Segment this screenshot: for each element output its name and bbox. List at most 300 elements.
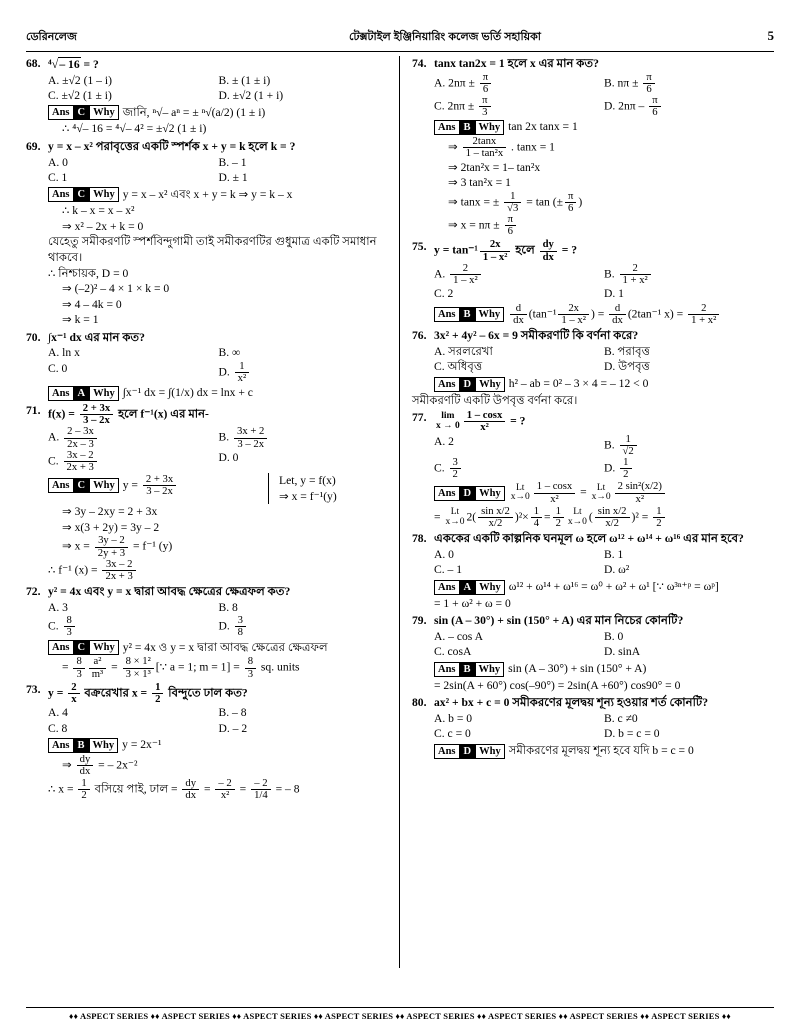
q75-tail: = ? [558,243,578,257]
q73-f1-num: 2 [68,682,79,694]
q72-s2-d: m³ [91,667,104,680]
why-label: Why [479,378,501,390]
q74-c-den: 3 [482,106,488,119]
q74-c-num: π [479,95,490,107]
q74-b-num: π [643,72,654,84]
q77-f-den: x² [480,421,489,434]
q71-sol-lead: y = [122,478,141,492]
q71-a-den: 2x – 3 [67,437,94,450]
q78-option-b[interactable]: B. 1 [604,547,624,561]
q76-option-d[interactable]: D. উপবৃত্ত [604,360,650,374]
q69-solution-1: y = x – x² এবং x + y = k ⇒ y = k – x [122,187,293,201]
q75-t-num: 2x [480,239,511,251]
q77-l2-f2n: 1 [553,506,564,518]
answer-label: Ans [438,581,456,593]
q77-solution-2: = Lt x→0 2( $\frac{\text{sin x/2}}{x/2}$ )²× $\frac{1}{4}$ = $\frac{1}{2}$ Lt x→0 ( $\frac{\text{sin x/2}}{x/2}$ )² = $\frac{1}{2}$ [434,506,774,529]
question-75-number: 75. [412,240,427,254]
q73-s3-n: 1 [78,778,89,790]
q76-option-a[interactable]: A. সরলরেখা [434,344,493,358]
q71-option-b[interactable]: B. $\frac{3x + 2}{3 - 2x}$ [219,426,390,449]
question-79-number: 79. [412,614,427,628]
q75-t-den: 1 – x² [482,250,508,263]
q70-option-d[interactable]: D. $\frac{1}{\text{x²}}$ [219,361,390,384]
question-80-number: 80. [412,696,427,710]
q69-solution-7: ⇒ 4 – 4k = 0 [62,297,122,311]
why-label: Why [479,745,501,757]
q79-option-d[interactable]: D. sinA [604,645,641,659]
question-75-text [434,239,774,262]
q73-s3-mid: বসিয়ে পাই, ঢাল = [91,781,181,795]
q72-option-c[interactable]: C. $\frac{8}{3}$ [48,615,219,638]
answer-letter: B [459,663,476,676]
q77-l2-num: sin x/2 [478,506,513,518]
q77-l2-den: x/2 [488,517,503,530]
q72-option-d[interactable]: D. $\frac{3}{8}$ [219,615,390,638]
question-74-text: tanx tan2x = 1 হলে x এর মান কত? [434,57,599,70]
q73-mid: বক্ররেখার x = [81,686,151,700]
q76-solution-2: সমীকরণটি একটি উপবৃত্ত বর্ণনা করে। [412,393,578,407]
question-77-text [434,410,774,433]
q69-option-b[interactable]: B. – 1 [218,155,247,169]
q72-s2-e: 8 × 1² [123,656,154,668]
q77-l1-c: Lt [596,482,606,493]
q72-solution-1: y² = 4x ও y = x দ্বারা আবদ্ধ ক্ষেত্রের ক্ষেত্রফল [122,640,328,654]
q78-option-d[interactable]: D. ω² [604,563,630,577]
q69-solution-2: ∴ k – x = x – x² [62,204,135,218]
q80-option-b[interactable]: B. c ≠0 [604,711,638,725]
q72-s2-g: 8 [245,656,256,668]
answer-letter: C [73,479,91,492]
q73-option-c[interactable]: C. 8 [48,721,68,735]
q76-answer-row [434,376,774,392]
q72-s2-h: 3 [247,667,254,680]
answer-tag [434,120,504,135]
q72-option-a[interactable]: A. 3 [48,600,68,614]
q73-f2-den: 2 [155,693,161,706]
q74-s4-pd: 6 [568,201,574,214]
q77-answer-row: Ans D Why Lt x→0 $\frac{1 - \cos x}{\text{x²}}$ = Lt x→0 $\frac{\text{2 sin²(x/2)}}{\text{x²}}$ [434,481,774,504]
question-69-text: y = x – x² পরাবৃত্তের একটি স্পর্শক x + y = k হলে k = ? [48,139,296,153]
q73-s3-eq: = [201,781,214,795]
q80-option-d[interactable]: D. b = c = 0 [604,727,660,741]
q71-a-num: 2 – 3x [64,426,97,438]
q75-option-b[interactable]: B. $\frac{2}{\text{1 + x²}}$ [604,263,774,286]
q69-solution-3: ⇒ x² – 2x + k = 0 [62,219,144,233]
question-73-text [48,682,389,705]
why-label: Why [478,663,501,675]
answer-tag [434,307,504,322]
q77-l2-m1: × [522,510,529,524]
q71-s3-den: 2y + 3 [97,546,126,559]
q72-c-num: 8 [64,615,75,627]
q75-d-num: dy [540,239,557,251]
q78-option-a[interactable]: A. 0 [434,547,454,561]
answer-letter: B [73,739,90,752]
answer-letter: D [459,378,477,391]
q73-s3-tail2: = – 8 [272,781,300,795]
q78-option-c[interactable]: C. – 1 [434,563,463,577]
q74-d-lead: D. 2nπ – [604,99,648,113]
q74-d-den: 6 [652,106,658,119]
question-76 [412,328,774,408]
q77-l1-den2: x² [635,492,645,505]
page-header [26,28,774,50]
answer-tag [48,386,119,401]
q68-option-c[interactable]: C. ±√2 (1 ± i) [48,89,112,103]
q69-option-a[interactable]: A. 0 [48,155,68,169]
q75-d2-den: dx [612,314,623,327]
answer-label: Ans [438,663,456,675]
q79-solution-1: sin (A – 30°) + sin (150° + A) [508,661,647,675]
q75-d1-num: d [510,303,527,315]
q73-option-d[interactable]: D. – 2 [218,721,248,735]
answer-label: Ans [52,740,70,752]
q72-s2-f: 3 × 1³ [125,667,151,680]
q80-solution-1: সমীকরণের মূলদ্বয় শূন্য হবে যদি b = c = 0 [508,743,694,757]
q74-b-den: 6 [646,82,652,95]
q75-a-num: 2 [450,263,481,275]
q77-option-b[interactable]: B. $\frac{1}{√2}$ [604,434,774,457]
question-71-number: 71. [26,403,41,417]
q77-option-d[interactable]: D. $\frac{1}{2}$ [604,457,774,480]
question-68 [26,56,389,137]
why-label: Why [93,387,115,399]
q71-tail: হলে f⁻¹(x) এর মান- [115,407,209,421]
q77-l2-fin-d: 2 [656,517,662,530]
q75-eq: = [594,307,608,321]
q74-s4-pn: π [565,191,576,203]
q74-s1-den: 1 – tan²x [465,147,504,160]
q77-l2-f1d: 4 [533,517,540,530]
q71-solution-3 [62,535,389,558]
q73-s3-eq2: = [236,781,250,795]
q69-solution-8: ⇒ k = 1 [62,313,99,327]
q73-s2-num: dy [77,754,94,766]
q72-c-den: 3 [66,626,72,639]
header-title: টেক্সটাইল ইঞ্জিনিয়ারিং কলেজ ভর্তি সহায়িকা [349,31,541,43]
q77-l2-s: 2 [466,510,473,524]
answer-letter: B [459,121,476,134]
q74-option-a[interactable] [434,72,604,95]
question-80 [412,695,774,758]
q78-solution-1: ω¹² + ω¹⁴ + ω¹⁶ = ω⁰ + ω² + ω¹ [∵ ω³ⁿ⁺ᵖ = ωᵖ] [508,579,719,593]
q77-l1-d2: x→0 [591,492,611,503]
question-70-text: ∫x⁻¹ dx এর মান কত? [48,330,145,344]
q80-option-a[interactable]: A. b = 0 [434,711,473,725]
answer-label: Ans [438,745,456,757]
q77-option-c[interactable]: C. $\frac{3}{2}$ [434,457,604,480]
q73-s3-num3: – 2 [215,778,234,790]
q71-c-den: 2x + 3 [66,460,94,473]
q75-f2-den: 1 + x² [691,314,717,327]
question-77 [412,410,774,529]
q68-answer-row [48,105,389,121]
q70-answer-row [48,385,389,401]
header-divider [26,51,774,52]
q71-lead: f(x) = [48,407,78,421]
q74-option-b[interactable] [604,72,774,95]
question-72-number: 72. [26,585,41,599]
q74-answer-row [434,119,774,135]
q71-s4-num: 3x – 2 [102,559,135,571]
q73-option-b[interactable]: B. – 8 [218,706,247,720]
content-columns [26,56,774,968]
answer-letter: D [459,487,477,500]
q71-solution-4 [48,559,389,582]
q73-solution-3 [48,778,389,801]
q73-s3-d: 2 [81,788,87,801]
answer-letter: A [73,387,91,400]
q71-side-1: Let, y = f(x) [279,474,336,488]
why-label: Why [479,487,501,499]
q70-option-c[interactable]: C. 0 [48,361,68,375]
why-label: Why [478,309,501,320]
q71-option-c[interactable]: C. $\frac{3x - 2}{2x + 3}$ [48,450,219,473]
question-72-text: y² = 4x এবং y = x দ্বারা আবদ্ধ ক্ষেত্রের ক্ষেত্রফল কত? [48,585,291,599]
q68-option-a[interactable]: A. ±√2 (1 – i) [48,73,112,87]
q75-f1-den: 1 – x² [561,314,586,327]
question-76-text: 3x² + 4y² – 6x = 9 সমীকরণটি কি বর্ণনা করে? [434,329,639,343]
q77-l1-num: 1 – cosx [534,481,576,493]
question-78-text: এককের একটি কাল্পনিক ঘনমূল ω হলে ω¹² + ω¹⁴ + ω¹⁶ এর মান হবে? [434,532,744,546]
q69-option-c[interactable]: C. 1 [48,171,68,185]
q71-s3-lead: ⇒ x = [62,539,93,553]
question-72 [26,584,389,680]
q77-l2-f1n: 1 [531,506,542,518]
answer-label: Ans [438,122,456,134]
q73-tail: বিন্দুতে ঢাল কত? [165,686,248,700]
q69-answer-row [48,187,389,203]
q68-solution-2: ∴ ⁴√– 16 = ⁴√– 4² = ±√2 (1 ± i) [62,122,207,136]
q74-a-den: 6 [482,82,489,95]
q73-solution-2 [62,754,389,777]
q72-s2-note: [∵ a = 1; m = 1] [155,660,231,674]
question-73 [26,682,389,801]
q75-b-den: 1 + x² [622,274,648,287]
q71-option-a[interactable]: A. $\frac{2 - 3x}{2x - 3}$ [48,426,219,449]
answer-letter: D [459,745,477,758]
q77-l2-fin-n: 1 [653,506,664,518]
q75-d2-num: d [609,303,626,315]
q70-option-d-den: x² [237,371,247,384]
q77-l2-b: x→0 [445,516,465,527]
answer-tag [434,744,505,759]
q73-answer-row [48,737,389,753]
q77-l1-den: x² [550,492,559,505]
q77-d-den: 2 [623,468,629,481]
answer-letter: C [73,188,91,201]
answer-tag [434,486,505,501]
q75-mid: হলে [512,243,538,257]
q73-f2-num: 1 [152,682,163,694]
question-70 [26,330,389,401]
q77-c-num: 3 [450,457,461,469]
answer-label: Ans [52,642,70,654]
q77-l2-den2: x/2 [605,517,619,530]
q79-option-c[interactable]: C. cosA [434,645,472,659]
q73-s3-num2: dy [182,778,199,790]
q77-l2-num2: sin x/2 [595,506,630,518]
right-column [400,56,774,968]
q74-s5-n: π [505,214,516,226]
q77-l2-eq: = [544,510,551,524]
q77-l1-b: x→0 [510,492,530,503]
q77-option-a[interactable]: A. 2 [434,434,454,448]
q71-s4-lead: ∴ f⁻¹ (x) = [48,563,101,577]
answer-letter: A [459,581,477,594]
q74-a-lead: A. 2nπ ± [434,75,478,89]
q71-solution-2: ⇒ x(3 + 2y) = 3y – 2 [62,520,160,534]
q77-l2-d4: x→0 [567,516,587,527]
answer-label: Ans [52,189,70,201]
why-label: Why [479,581,501,593]
q72-d-den: 8 [237,626,243,639]
q74-solution-0: tan 2x tanx = 1 [508,120,578,134]
q77-l2-a: Lt [450,507,460,517]
why-label: Why [478,122,501,134]
q71-s4-den: 2x + 3 [105,569,133,582]
q75-answer-row: Ans B Why $\frac{d}{dx}$ (tan⁻¹ $\frac{2x}{\text{1 – x²}}$ ) = $\frac{d}{dx}$ (2tan⁻¹ x) = $\frac{2}{\text{1 + x²}}$ [434,303,774,326]
q77-b-den: √2 [622,444,634,457]
q75-option-a[interactable]: A. $\frac{2}{\text{1 – x²}}$ [434,263,604,286]
why-label: Why [93,189,115,201]
q74-s4-n: 1 [504,191,521,203]
answer-label: Ans [52,107,70,119]
q71-answer-row [48,474,258,497]
q72-s2-a: 8 [73,656,84,668]
q70-option-d-num: 1 [235,361,250,373]
q73-s3-den2: dx [185,788,197,801]
q68-radicand: – 16 [59,58,80,71]
q76-solution-1: h² – ab = 0² – 3 × 4 = – 12 < 0 [508,376,649,390]
q73-option-a[interactable]: A. 4 [48,706,68,720]
q77-f-num: 1 – cosx [464,410,506,422]
question-78-number: 78. [412,532,427,546]
q74-s1-tail: . tanx = 1 [508,140,555,154]
q74-solution-1 [448,136,774,159]
answer-tag [434,377,505,392]
q73-s3-den3: x² [220,788,230,801]
q71-side-note [268,473,389,504]
q74-c-lead: C. 2nπ ± [434,99,478,113]
q74-s4-d: √3 [507,201,519,214]
answer-tag [48,105,119,120]
q74-option-d[interactable] [604,95,774,118]
q69-solution-6: ⇒ (–2)² – 4 × 1 × k = 0 [62,282,170,296]
question-68-number: 68. [26,57,41,70]
question-79 [412,613,774,693]
q73-solution-1: y = 2x⁻¹ [122,738,162,752]
q70-option-b[interactable]: B. ∞ [218,346,241,360]
page-footer: ♦♦ ASPECT SERIES ♦♦ ASPECT SERIES ♦♦ ASPECT SERIES ♦♦ ASPECT SERIES ♦♦ ASPECT SERIES ♦♦ ASPECT SERIES ♦♦ ASPECT SERIES ♦♦ ASPECT SERIES ♦♦ [26,1007,774,1021]
q72-s2-c: a² [89,656,106,668]
q72-answer-row [48,640,389,656]
answer-tag [48,640,119,655]
q71-solution-1: ⇒ 3y – 2xy = 2 + 3x [62,505,158,519]
q74-option-c[interactable] [434,95,604,118]
q68-option-d[interactable]: D. ±√2 (1 + i) [218,89,284,103]
question-77-number: 77. [412,411,427,425]
question-73-number: 73. [26,682,41,696]
q77-lim-bot: x → 0 [436,420,460,431]
q75-p1: tan⁻¹ [532,307,557,321]
q80-option-c[interactable]: C. c = 0 [434,727,471,741]
q75-d-den: dx [542,250,554,263]
answer-letter: C [73,641,91,654]
q72-option-b[interactable]: B. 8 [218,600,238,614]
answer-tag [48,738,118,753]
question-76-number: 76. [412,329,427,343]
q73-s2-lead: ⇒ [62,758,75,772]
q74-b-lead: B. nπ ± [604,75,642,89]
q75-option-c[interactable]: C. 2 [434,287,454,301]
q76-option-b[interactable]: B. পরাবৃত্ত [604,344,650,358]
q79-option-b[interactable]: B. 0 [604,629,624,643]
q80-answer-row [434,743,774,759]
question-75 [412,239,774,326]
header-left-text: ডেরিনলেজ [26,31,77,43]
q72-solution-2: = $\frac{8}{3}$ $\frac{\text{a²}}{\text{m³}}$ = $\frac{\text{8 × 1²}}{\text{3 × 1³}}$ [∵ a = 1; m = 1] = $\frac{8}{3}$ sq. units [62,655,300,680]
q75-a-den: 1 – x² [453,274,478,287]
question-80-text: ax² + bx + c = 0 সমীকরণের মূলদ্বয় শূন্য হওয়ার শর্ত কোনটি? [434,696,709,710]
q71-option-d[interactable]: D. 0 [218,450,239,464]
q75-p2: (2tan⁻¹ x) = [627,307,687,321]
q69-solution-4: যেহেতু সমীকরণটি স্পর্শবিন্দুগামী তাই সমীকরণটির গুধুমাত্র একটি সমাধান থাকবে। [48,235,377,264]
page-number: 5 [767,28,774,43]
q73-s2-den: dx [79,765,91,778]
q73-s3-den4: 1/4 [254,788,268,801]
q77-tail: = ? [507,414,526,428]
question-69-number: 69. [26,139,41,153]
q77-d-num: 1 [620,457,631,469]
q79-solution-2: = 2sin(A + 60°) cos(–90°) = 2sin(A +60°) cos90° = 0 [434,678,681,692]
q75-b-num: 2 [620,263,651,275]
q75-lead: y = tan⁻¹ [434,243,478,257]
q77-lim-top: lim [441,411,455,422]
q71-b-num: 3x + 2 [234,426,267,438]
answer-label: Ans [438,309,456,320]
why-label: Why [92,740,115,752]
q77-l1-num2: 2 sin²(x/2) [615,481,665,493]
q71-c-num: 3x – 2 [64,450,97,462]
q76-option-c[interactable]: C. অধিবৃত্ত [434,360,483,374]
q75-option-d[interactable]: D. 1 [604,287,624,301]
q69-option-d[interactable]: D. ± 1 [218,171,248,185]
question-79-text: sin (A – 30°) + sin (150° + A) এর মান নিচের কোনটি? [434,614,684,628]
answer-tag [434,580,505,595]
q77-l1-a: Lt [515,482,525,493]
q74-s4-lead: ⇒ tanx = ± [448,195,503,209]
q71-s3-tail: = f⁻¹ (y) [130,539,173,553]
q71-side-2: ⇒ x = f⁻¹(y) [279,489,337,503]
why-label: Why [93,480,115,492]
question-74-number: 74. [412,57,427,70]
why-label: Why [93,107,115,119]
q78-answer-row [434,579,774,595]
q68-solution-1: জানি, ⁿ√– aⁿ = ± ⁿ√(a/2) (1 ± i) [122,105,266,119]
q79-option-a[interactable]: A. – cos A [434,629,483,643]
answer-letter: B [459,308,476,321]
q70-option-a[interactable]: A. ln x [48,346,80,360]
q77-c-den: 2 [452,468,458,481]
left-column [26,56,400,968]
q71-sol-num: 2 + 3x [143,474,176,486]
q68-option-b[interactable]: B. ± (1 ± i) [218,73,271,87]
q71-s3-num: 3y – 2 [95,535,128,547]
q68-tail: = ? [80,58,99,71]
answer-label: Ans [438,378,456,390]
question-71-text [48,403,389,426]
